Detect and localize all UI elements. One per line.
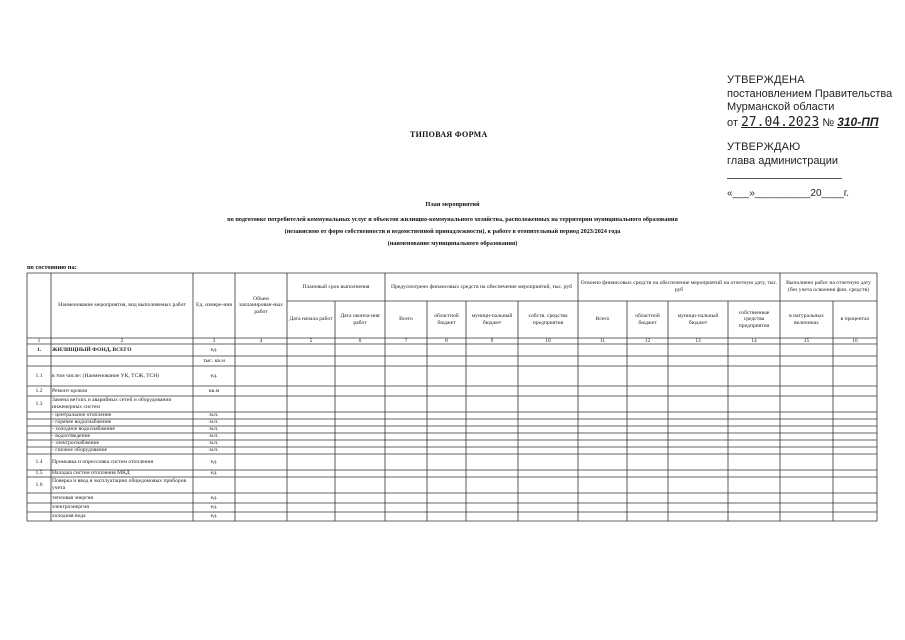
row-unit xyxy=(194,419,234,426)
row-number xyxy=(28,454,50,470)
header-group-done-text: Выполнено работ на отчетную дату (без учета освоения фин. средств) xyxy=(786,280,871,293)
row-name-text: Промывка и опрессовка систем отопления xyxy=(52,458,154,465)
column-number-text: 10 xyxy=(545,337,551,344)
approval-date: 27.04.2023 xyxy=(740,114,820,130)
column-number xyxy=(428,338,465,344)
column-number-text: 6 xyxy=(358,337,362,344)
column-number-text: 16 xyxy=(852,337,858,344)
row-unit-text: кв.м xyxy=(208,387,220,394)
row-number xyxy=(28,344,50,356)
row-number xyxy=(28,426,50,433)
row-name xyxy=(52,356,192,366)
header-group-done xyxy=(781,273,876,301)
header-volume xyxy=(236,273,286,338)
header-start-date xyxy=(288,301,334,338)
header-spent-own-text: собственные средства предприятия xyxy=(738,309,770,329)
header-group-spent-text: Освоено финансовых средств на обеспечение мероприятий на отчетную дату, тыс. руб xyxy=(580,280,778,293)
approve-line: глава администрации xyxy=(727,154,839,167)
approval-date-prefix: от xyxy=(727,116,738,129)
row-name-text: - газовое оборудование xyxy=(52,447,108,454)
row-name-text: Наладка систем отопления МКД xyxy=(52,470,130,477)
row-unit-text: тыс. кв.м xyxy=(203,357,225,364)
header-name-text: Наименование мероприятия, вид выполняемых работ xyxy=(58,302,186,309)
row-name xyxy=(52,440,192,447)
row-unit xyxy=(194,503,234,512)
row-unit-text: ед. xyxy=(210,504,218,511)
header-name xyxy=(52,273,192,338)
row-name xyxy=(52,477,192,493)
approval-number-prefix: № xyxy=(822,116,835,129)
row-number xyxy=(28,447,50,454)
header-spent-total-text: Всего xyxy=(595,316,610,323)
row-unit-text: м.п. xyxy=(209,433,219,440)
header-spent-own xyxy=(729,301,779,338)
row-unit-text: м.п. xyxy=(209,440,219,447)
row-unit xyxy=(194,412,234,419)
row-name xyxy=(52,512,192,521)
row-unit xyxy=(194,493,234,503)
column-number xyxy=(669,338,727,344)
row-name xyxy=(52,470,192,477)
header-spent-municipal xyxy=(669,301,727,338)
row-name xyxy=(52,412,192,419)
row-name-text: - электроснабжение xyxy=(52,440,100,447)
header-planned-municipal xyxy=(467,301,517,338)
plan-line-1: по подготовке потребителей коммунальных услуг и объектов жилищно-коммунального хозяйства, расположенных на территории муниципального образования xyxy=(227,216,678,223)
header-planned-regional-text: областной бюджет xyxy=(434,312,459,326)
row-unit-text: ед. xyxy=(210,513,218,520)
row-number xyxy=(28,412,50,419)
approval-line-1: постановлением Правительства xyxy=(727,87,893,100)
plan-line-2: (независимо от форм собственности и ведомственной принадлежности), к работе в отопительный период 2023/2024 года xyxy=(284,228,621,235)
header-done-percent xyxy=(834,301,876,338)
column-number xyxy=(288,338,334,344)
row-number-text: 1.5 xyxy=(35,470,43,477)
row-name xyxy=(52,503,192,512)
row-number xyxy=(28,493,50,503)
header-spent-municipal-text: муници-пальный бюджет xyxy=(677,312,719,326)
header-done-natural xyxy=(781,301,832,338)
column-number xyxy=(386,338,426,344)
row-unit xyxy=(194,344,234,356)
header-end-date-text: Дата оконча-ния работ xyxy=(340,312,380,326)
header-start-date-text: Дата начала работ xyxy=(289,316,333,323)
row-number xyxy=(28,396,50,412)
row-unit xyxy=(194,447,234,454)
header-planned-own-text: собств. средства предприятия xyxy=(528,312,568,326)
row-number xyxy=(28,470,50,477)
row-name-text: Поверка и ввод в эксплуатацию общедомовых приборов учета xyxy=(52,478,187,491)
header-group-dates xyxy=(288,273,384,301)
row-unit-text: м.п. xyxy=(209,426,219,433)
row-number-text: 1.4 xyxy=(35,458,43,465)
column-number xyxy=(519,338,577,344)
row-number-text: 1.6 xyxy=(35,481,43,488)
column-number-text: 9 xyxy=(490,337,494,344)
column-number xyxy=(781,338,832,344)
header-spent-total xyxy=(579,301,626,338)
header-planned-total-text: Всего xyxy=(399,316,413,323)
row-unit-text: м.п. xyxy=(209,419,219,426)
row-name xyxy=(52,433,192,440)
row-unit xyxy=(194,433,234,440)
row-unit xyxy=(194,396,234,412)
column-number xyxy=(579,338,626,344)
row-number xyxy=(28,419,50,426)
row-name xyxy=(52,366,192,386)
approval-heading: УТВЕРЖДЕНА xyxy=(727,74,805,86)
header-volume-text: Объем запланирован-ных работ xyxy=(239,295,283,315)
header-end-date xyxy=(336,301,384,338)
column-number-text: 14 xyxy=(751,337,757,344)
row-name xyxy=(52,493,192,503)
row-name-text: - горячее водоснабжение xyxy=(52,419,112,426)
row-number-text: 1.1 xyxy=(35,372,43,379)
approval-line-2: Мурманской области xyxy=(727,101,835,113)
form-title: ТИПОВАЯ ФОРМА xyxy=(410,130,488,139)
row-name xyxy=(52,344,192,356)
column-number-text: 3 xyxy=(212,337,216,344)
approval-number: 310-ПП xyxy=(837,114,879,129)
column-number-text: 15 xyxy=(803,337,810,344)
column-number-text: 7 xyxy=(404,337,408,344)
column-number-text: 11 xyxy=(599,337,606,344)
row-name-text: холодная вода xyxy=(52,513,86,520)
row-name xyxy=(52,426,192,433)
row-number xyxy=(28,366,50,386)
row-name-text: в том числе: (Наименование УК, ТСЖ, ТСН) xyxy=(52,372,160,379)
header-group-planned-text: Предусмотрено финансовых средств на обеспечение мероприятий, тыс. руб xyxy=(390,283,573,290)
row-name xyxy=(52,396,192,412)
row-unit-text: ед. xyxy=(210,346,218,353)
as-of-label: по состоянию на: xyxy=(27,264,77,271)
row-unit xyxy=(194,477,234,493)
row-name-text: - водоотведение xyxy=(52,433,91,440)
column-number xyxy=(336,338,384,344)
column-number xyxy=(834,338,876,344)
row-name xyxy=(52,419,192,426)
column-number xyxy=(467,338,517,344)
header-planned-municipal-text: муници-пальный бюджет xyxy=(471,312,513,326)
row-number-text: 1.3 xyxy=(35,400,43,407)
row-unit xyxy=(194,426,234,433)
row-unit-text: ед. xyxy=(210,372,218,379)
row-number xyxy=(28,477,50,493)
header-done-percent-text: в процентах xyxy=(840,316,870,323)
row-name-text: Замена ветхих и аварийных сетей и оборудования инженерных систем xyxy=(52,397,171,410)
column-number-text: 4 xyxy=(259,337,263,344)
plan-line-3: (наименование муниципального образования) xyxy=(387,240,518,247)
row-unit xyxy=(194,366,234,386)
plan-title: План мероприятий xyxy=(425,201,480,208)
header-planned-regional xyxy=(428,301,465,338)
header-spent-regional xyxy=(628,301,667,338)
column-number-text: 12 xyxy=(644,337,651,344)
row-name xyxy=(52,454,192,470)
row-unit-text: ед. xyxy=(210,458,218,465)
header-planned-total xyxy=(386,301,426,338)
row-number xyxy=(28,440,50,447)
row-unit-text: м.п. xyxy=(209,447,219,454)
row-unit-text: ед. xyxy=(210,494,218,501)
row-unit xyxy=(194,512,234,521)
row-number xyxy=(28,356,50,366)
column-number-text: 2 xyxy=(120,337,124,344)
header-group-planned xyxy=(386,273,577,301)
header-spent-regional-text: областной бюджет xyxy=(635,312,660,326)
header-group-spent xyxy=(579,273,779,301)
row-number-text: 1.2 xyxy=(35,387,43,394)
header-done-natural-text: в натуральных величинах xyxy=(789,312,824,326)
column-number-text: 13 xyxy=(695,337,701,344)
row-name xyxy=(52,447,192,454)
header-unit xyxy=(194,273,234,338)
row-number xyxy=(28,433,50,440)
header-group-dates-text: Плановый срок выполнения xyxy=(302,283,370,290)
row-unit xyxy=(194,454,234,470)
approval-date-fill: «___»__________20____г. xyxy=(727,188,849,199)
column-number xyxy=(236,338,286,344)
row-unit-text: ед. xyxy=(210,470,218,477)
row-number xyxy=(28,512,50,521)
row-unit xyxy=(194,440,234,447)
row-number xyxy=(28,503,50,512)
row-name-text: - центральное отопление xyxy=(52,412,112,419)
column-number xyxy=(628,338,667,344)
approve-heading: УТВЕРЖДАЮ xyxy=(727,141,801,153)
row-name xyxy=(52,386,192,396)
row-name-text: ЖИЛИЩНЫЙ ФОНД, ВСЕГО xyxy=(52,346,132,353)
row-unit xyxy=(194,356,234,366)
row-unit xyxy=(194,470,234,477)
row-unit-text: м.п. xyxy=(209,412,219,419)
header-unit-text: Ед. измере-ния xyxy=(196,302,232,309)
row-unit xyxy=(194,386,234,396)
row-number xyxy=(28,386,50,396)
row-name-text: электроэнергия xyxy=(52,504,89,511)
row-number-text: 1. xyxy=(36,346,42,353)
column-number xyxy=(729,338,779,344)
row-name-text: - холодное водоснабжение xyxy=(52,426,116,433)
column-number-text: 5 xyxy=(309,337,313,344)
column-number-text: 8 xyxy=(445,337,448,344)
column-number-text: 1 xyxy=(37,337,41,344)
row-name-text: тепловая энергия xyxy=(52,494,94,501)
row-name-text: Ремонт кровли xyxy=(52,387,88,394)
header-planned-own xyxy=(519,301,577,338)
